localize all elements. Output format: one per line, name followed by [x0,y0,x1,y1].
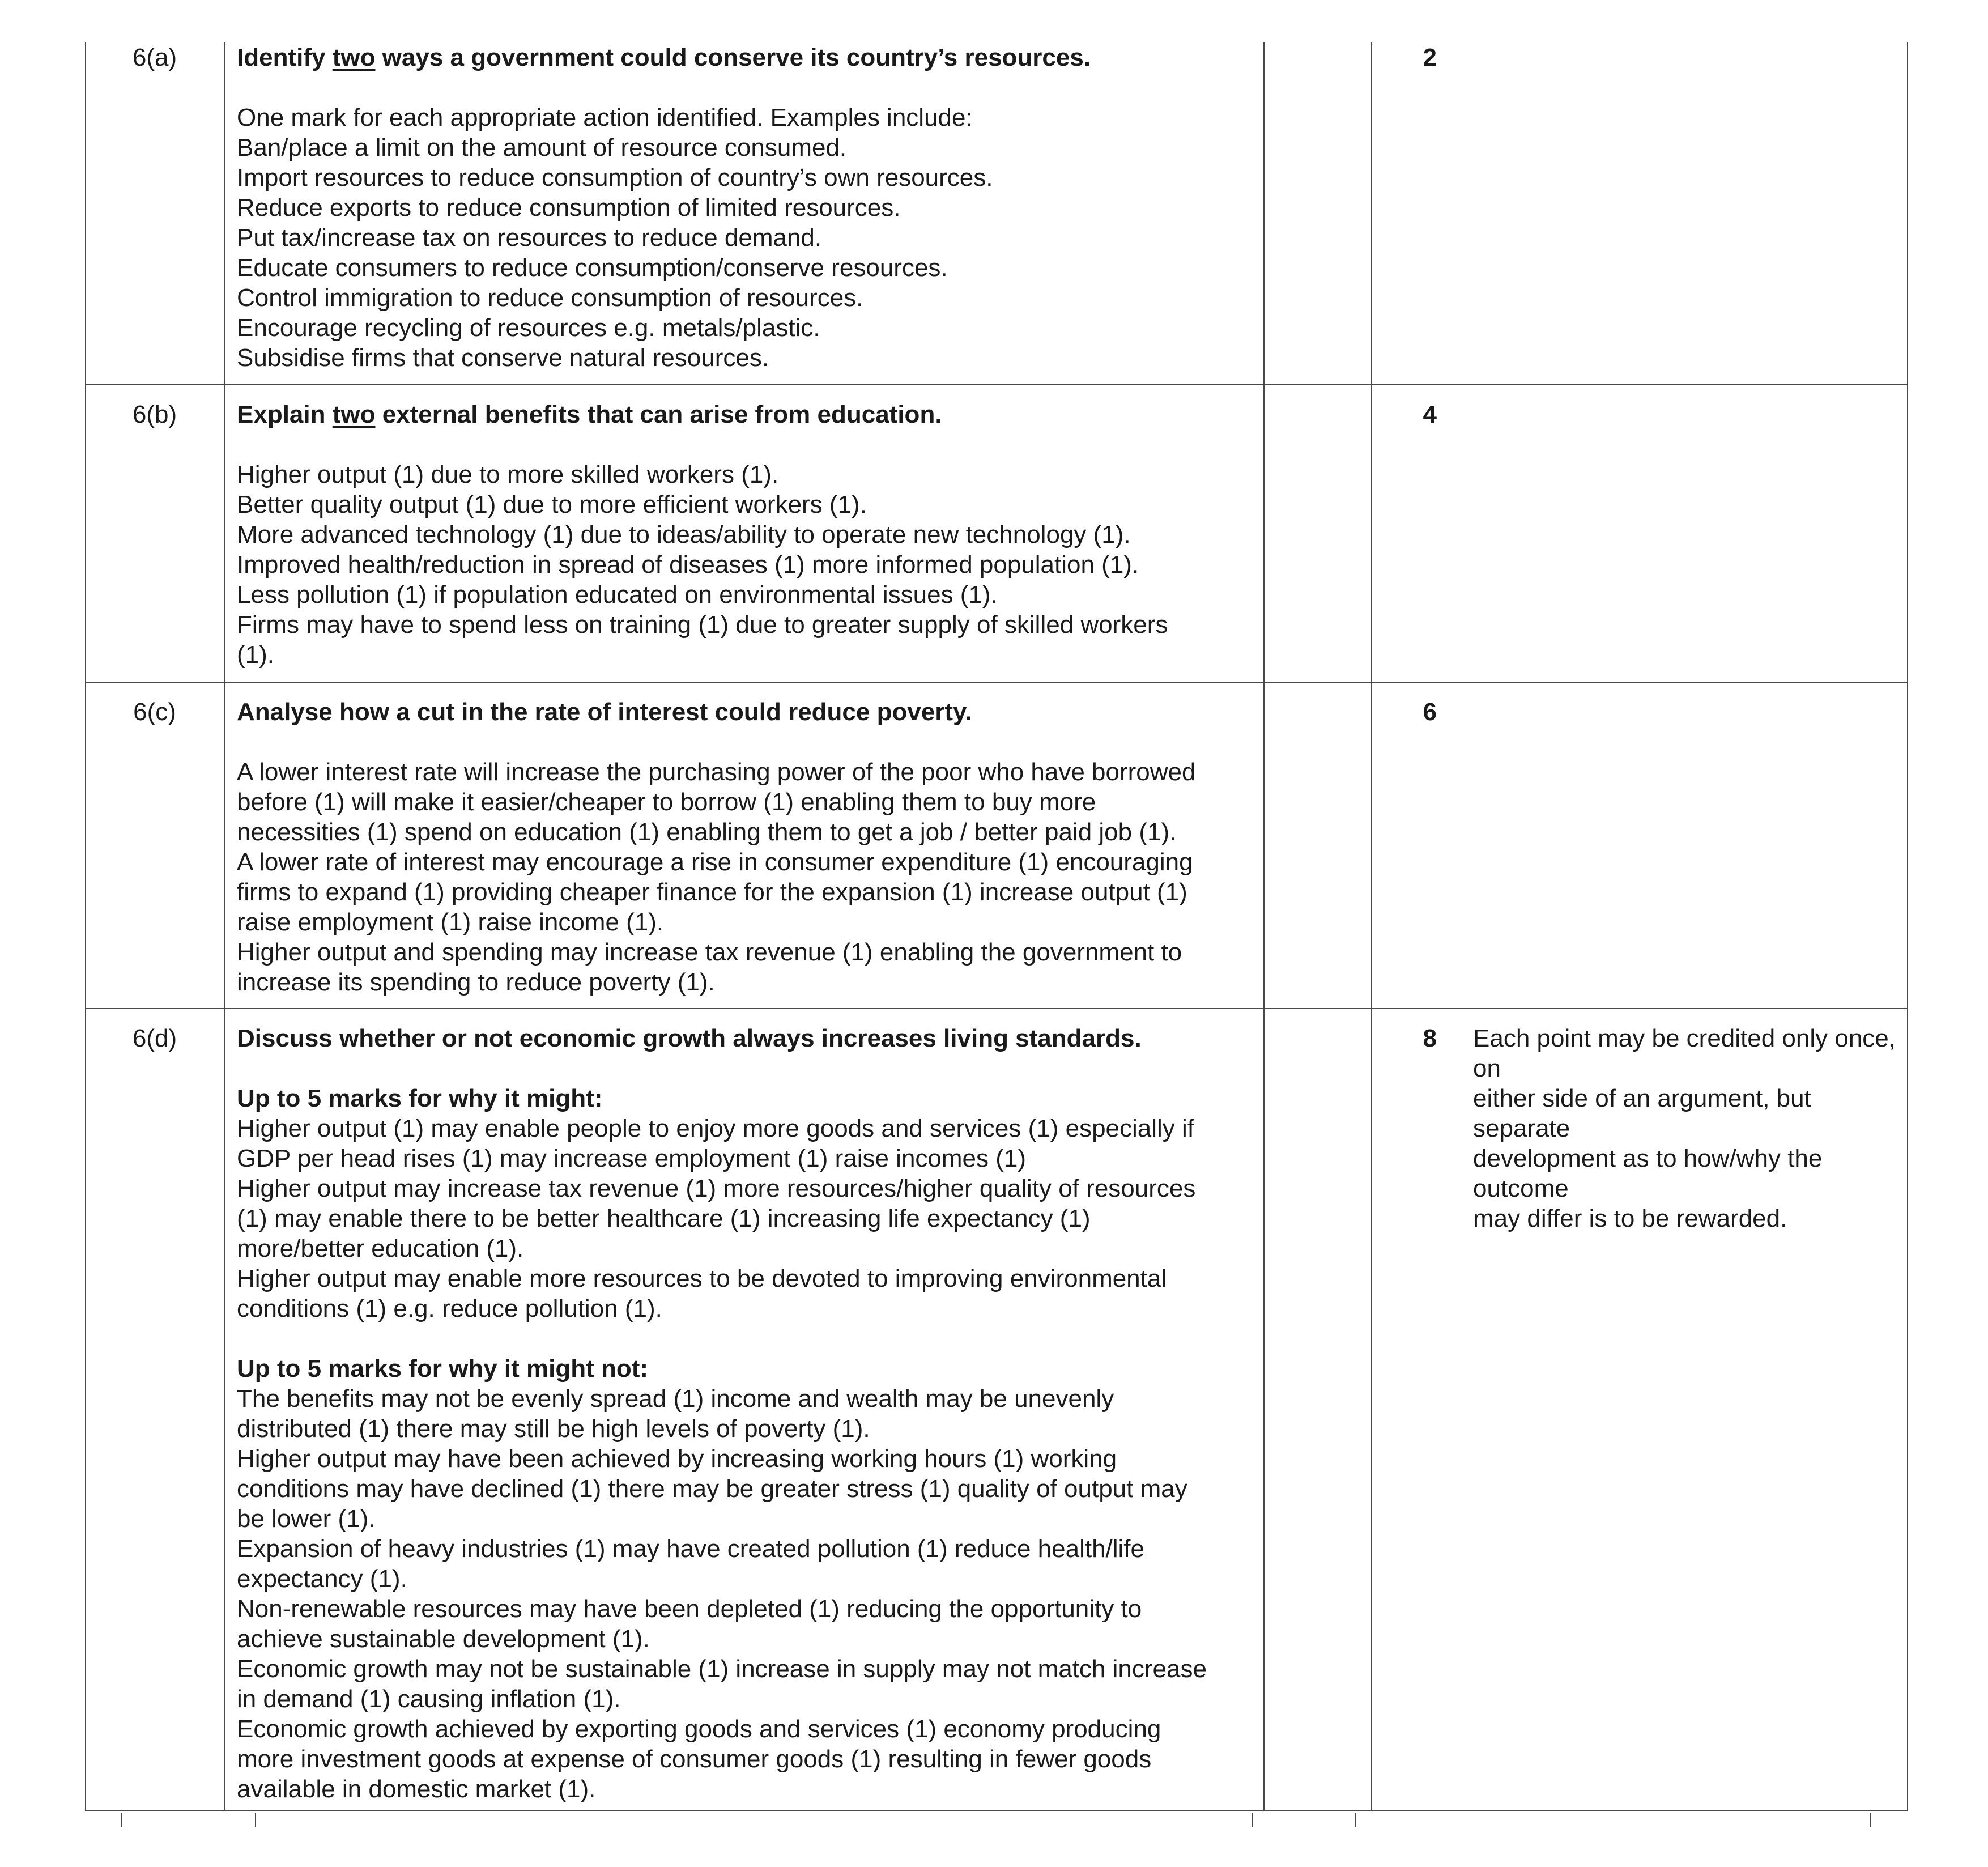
answer-cell [237,697,1257,997]
table-border-right [1907,42,1908,1810]
answer-line: in demand (1) causing inflation (1). [237,1685,621,1713]
answer-line: Higher output may have been achieved by increasing working hours (1) working [237,1445,1117,1473]
answer-line: Economic growth may not be sustainable (1) increase in supply may not match increase [237,1655,1207,1683]
guidance-cell [1473,1023,1903,1234]
question-number: 6(d) [132,1024,177,1052]
section-heading: Up to 5 marks for why it might: [237,1085,603,1112]
tick-mark [121,1813,122,1827]
marks-value: 8 [1423,1024,1437,1052]
answer-line: more investment goods at expense of consumer goods (1) resulting in fewer goods [237,1745,1152,1773]
answer-line: conditions (1) e.g. reduce pollution (1). [237,1295,662,1322]
answer-line: before (1) will make it easier/cheaper to borrow (1) enabling them to buy more [237,788,1096,816]
answer-line: Control immigration to reduce consumption of resources. [237,284,863,312]
question-title: Identify two ways a government could conserve its country’s resources. [237,44,1091,71]
answer-line: Higher output (1) may enable people to enjoy more goods and services (1) especially if [237,1115,1195,1142]
question-row-6a [85,42,1907,382]
question-row-6b [85,399,1907,683]
answer-line: expectancy (1). [237,1565,407,1593]
question-row-6c [85,697,1907,1009]
answer-line: More advanced technology (1) due to ideas/ability to operate new technology (1). [237,521,1131,548]
answer-line: firms to expand (1) providing cheaper finance for the expansion (1) increase output (1) [237,878,1187,906]
answer-line: Educate consumers to reduce consumption/conserve resources. [237,254,948,282]
question-title: Discuss whether or not economic growth always increases living standards. [237,1024,1142,1052]
answer-line: available in domestic market (1). [237,1775,596,1803]
marks-value: 2 [1423,44,1437,71]
guidance-line: Each point may be credited only once, on [1473,1024,1903,1082]
answer-line: Higher output (1) due to more skilled workers (1). [237,461,779,488]
marks-value: 4 [1423,401,1437,428]
guidance-line: development as to how/why the outcome [1473,1145,1829,1202]
answer-line: increase its spending to reduce poverty (1). [237,968,715,996]
question-title: Analyse how a cut in the rate of interest could reduce poverty. [237,698,972,726]
question-number: 6(c) [133,698,176,726]
answer-line: Put tax/increase tax on resources to reduce demand. [237,224,822,252]
answer-line: Economic growth achieved by exporting goods and services (1) economy producing [237,1715,1161,1743]
answer-line: Higher output may increase tax revenue (1) more resources/higher quality of resources [237,1175,1196,1202]
answer-line: achieve sustainable development (1). [237,1625,650,1653]
guidance-line: either side of an argument, but separate [1473,1085,1819,1142]
question-title: Explain two external benefits that can arise from education. [237,401,942,428]
tick-mark [1252,1813,1253,1827]
answer-line: Encourage recycling of resources e.g. metals/plastic. [237,314,820,342]
question-number: 6(b) [132,401,177,428]
question-row-6d [85,1023,1907,1811]
answer-line: more/better education (1). [237,1235,524,1262]
row-separator [85,384,1908,385]
tick-mark [255,1813,256,1827]
marks-value: 6 [1423,698,1437,726]
answer-line: Better quality output (1) due to more efficient workers (1). [237,491,867,518]
answer-cell [237,42,1257,373]
answer-line: conditions may have declined (1) there may be greater stress (1) quality of output may [237,1475,1187,1503]
answer-line: (1). [237,641,274,669]
answer-line: raise employment (1) raise income (1). [237,908,664,936]
answer-line: A lower rate of interest may encourage a rise in consumer expenditure (1) encouraging [237,848,1193,876]
answer-line: Expansion of heavy industries (1) may have created pollution (1) reduce health/life [237,1535,1145,1563]
answer-line: Import resources to reduce consumption of country’s own resources. [237,164,993,192]
tick-mark [1870,1813,1871,1827]
answer-line: Improved health/reduction in spread of diseases (1) more informed population (1). [237,551,1139,579]
question-number: 6(a) [132,44,177,71]
answer-line: Subsidise firms that conserve natural resources. [237,344,769,372]
answer-line: One mark for each appropriate action identified. Examples include: [237,104,973,131]
answer-line: A lower interest rate will increase the purchasing power of the poor who have borrowed [237,758,1196,786]
answer-line: necessities (1) spend on education (1) enabling them to get a job / better paid job (1). [237,818,1177,846]
answer-line: The benefits may not be evenly spread (1) income and wealth may be unevenly [237,1385,1114,1413]
tick-mark [1355,1813,1356,1827]
answer-line: GDP per head rises (1) may increase employment (1) raise incomes (1) [237,1145,1027,1172]
answer-line: Higher output may enable more resources to be devoted to improving environmental [237,1265,1167,1292]
answer-line: distributed (1) there may still be high levels of poverty (1). [237,1415,870,1443]
answer-cell [237,1023,1257,1804]
answer-line: Firms may have to spend less on training (1) due to greater supply of skilled workers [237,611,1168,639]
answer-line: Non-renewable resources may have been depleted (1) reducing the opportunity to [237,1595,1142,1623]
answer-cell [237,399,1257,670]
answer-line: (1) may enable there to be better healthcare (1) increasing life expectancy (1) [237,1205,1091,1232]
answer-line: Ban/place a limit on the amount of resource consumed. [237,134,847,161]
answer-line: Reduce exports to reduce consumption of limited resources. [237,194,901,222]
answer-line: Higher output and spending may increase tax revenue (1) enabling the government to [237,938,1182,966]
guidance-line: may differ is to be rewarded. [1473,1205,1787,1232]
answer-line: be lower (1). [237,1505,376,1533]
section-heading: Up to 5 marks for why it might not: [237,1355,649,1383]
answer-line: Less pollution (1) if population educated on environmental issues (1). [237,581,998,609]
